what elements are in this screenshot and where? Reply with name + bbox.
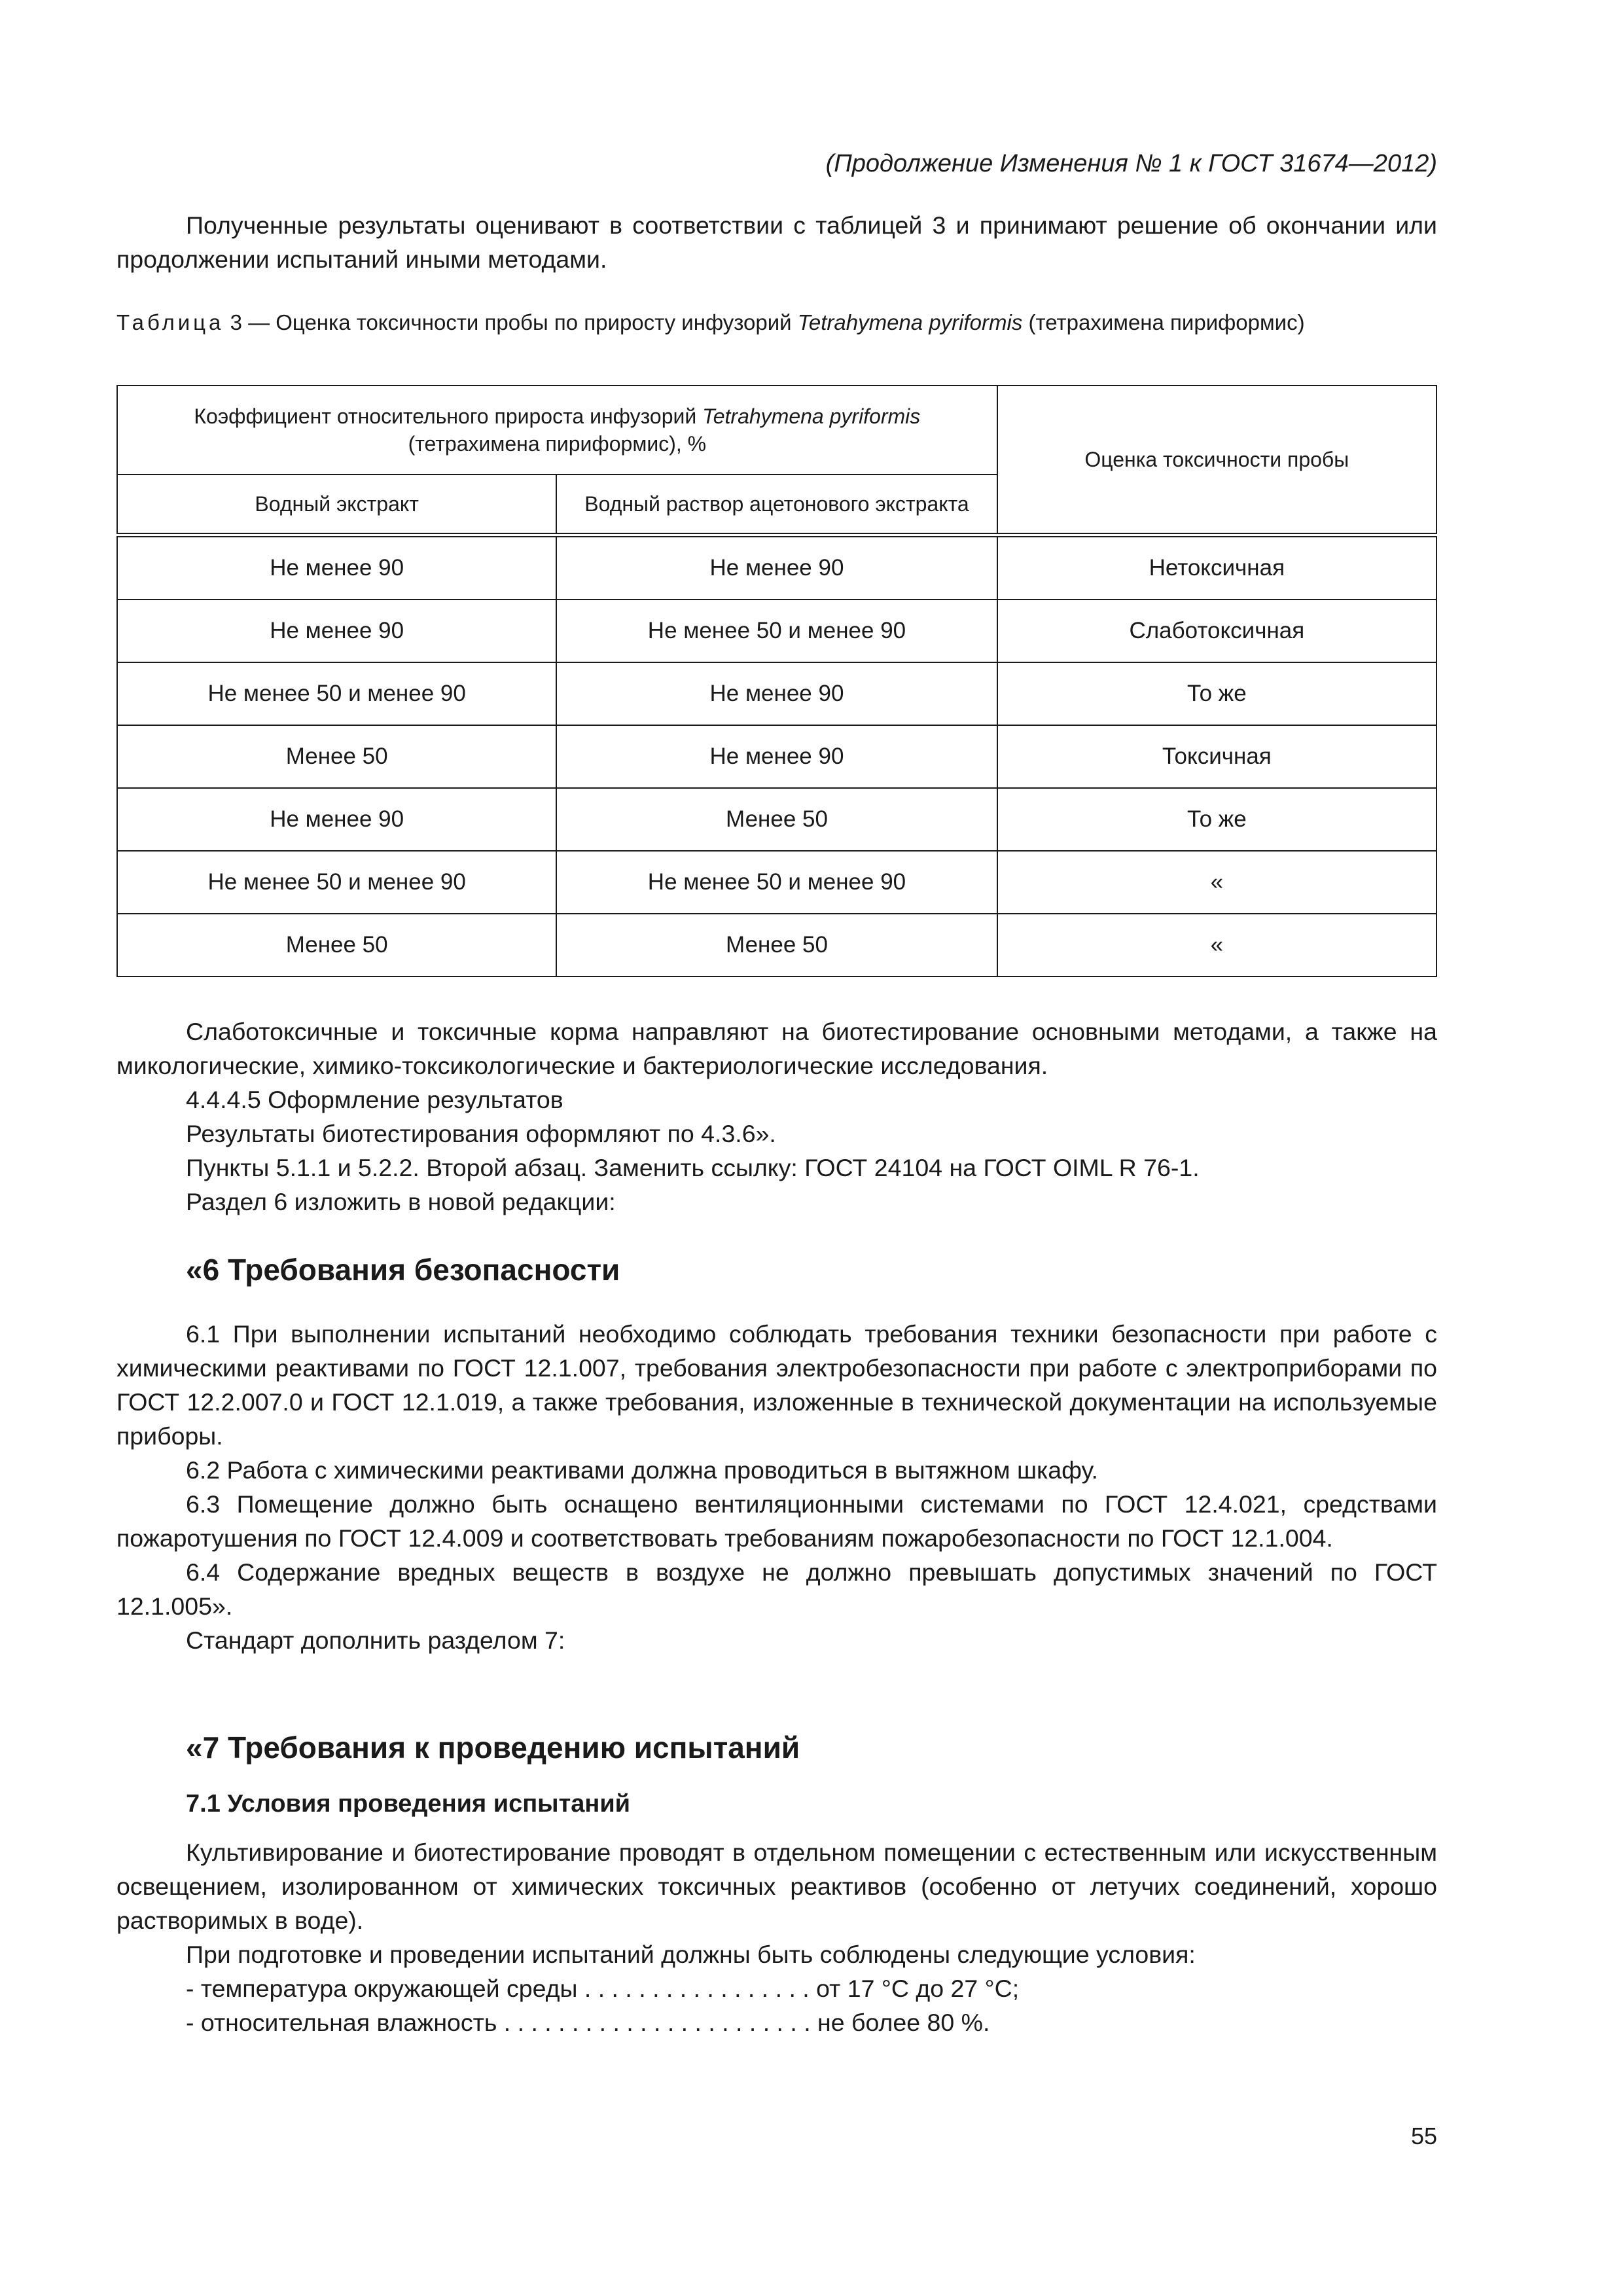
table-cell: Не менее 90 xyxy=(556,662,997,725)
table-row xyxy=(117,914,1436,977)
table-cell: Токсичная xyxy=(997,725,1436,788)
table-cell: Слаботоксичная xyxy=(997,600,1436,662)
clause-6-3: 6.3 Помещение должно быть оснащено вентиляционными системами по ГОСТ 12.4.021, средствами пожаротушения по ГОСТ 12.4.009 и соответствовать требованиям пожаробезопасности по ГОСТ 12.1.004. xyxy=(116,1490,1437,1552)
table-cell: Не менее 90 xyxy=(117,600,556,662)
table-row xyxy=(117,788,1436,851)
table-cell: Менее 50 xyxy=(556,914,997,977)
subsection-7-1-heading: 7.1 Условия проведения испытаний xyxy=(186,1790,631,1818)
table-cell: « xyxy=(997,851,1436,914)
running-header: (Продолжение Изменения № 1 к ГОСТ 31674—2012) xyxy=(825,150,1437,177)
table-cell: Не менее 50 и менее 90 xyxy=(556,851,997,914)
amendment-line: Пункты 5.1.1 и 5.2.2. Второй абзац. Заменить ссылку: ГОСТ 24104 на ГОСТ OIML R 76-1. xyxy=(186,1154,1200,1181)
clause-6-1: 6.1 При выполнении испытаний необходимо соблюдать требования техники безопасности при работе с химическими реактивами по ГОСТ 12.1.007, требования электробезопасности при работе с электроприборами по ГОСТ 12.2.007.0 и ГОСТ 12.1.019, а также требования, изложенные в технической документации на используемые приборы. xyxy=(116,1320,1437,1450)
results-line: Результаты биотестирования оформляют по 4.3.6». xyxy=(186,1120,776,1147)
table-cell: Не менее 90 xyxy=(556,535,997,600)
condition-temperature: - температура окружающей среды . . . . . . . . . . . . . . . . . от 17 °С до 27 °С; xyxy=(186,1975,1020,2002)
table-cell: Не менее 50 и менее 90 xyxy=(117,851,556,914)
page-number: 55 xyxy=(1410,2123,1437,2149)
clause-6-4: 6.4 Содержание вредных веществ в воздухе не должно превышать допустимых значений по ГОСТ 12.1.005». xyxy=(116,1558,1437,1620)
header-species: Tetrahymena pyriformis xyxy=(702,404,921,428)
table-caption-species: Tetrahymena pyriformis xyxy=(797,310,1023,334)
condition-humidity: - относительная влажность . . . . . . . . . . . . . . . . . . . . . . . не более 80 %. xyxy=(186,2009,990,2036)
table-cell: То же xyxy=(997,662,1436,725)
table-cell: То же xyxy=(997,788,1436,851)
header-water-extract: Водный экстракт xyxy=(117,475,556,535)
table-caption-text: 3 — Оценка токсичности пробы по приросту инфузорий xyxy=(230,310,792,334)
section-7-body xyxy=(116,1835,1437,2039)
post-table-paragraph: Слаботоксичные и токсичные корма направляют на биотестирование основными методами, а также на микологические, химико-токсикологические и бактериологические исследования. xyxy=(116,1018,1437,1079)
table-row xyxy=(117,851,1436,914)
section-7-intro: Стандарт дополнить разделом 7: xyxy=(186,1626,565,1654)
header-growth-coefficient: Коэффициент относительного прироста инфузорий Tetrahymena pyriformis (тетрахимена пириформис), % xyxy=(117,386,997,475)
table-row xyxy=(117,662,1436,725)
table-cell: Не менее 90 xyxy=(117,788,556,851)
table-row xyxy=(117,725,1436,788)
header-assessment: Оценка токсичности пробы xyxy=(997,386,1436,535)
table-cell: Не менее 90 xyxy=(556,725,997,788)
conditions-intro: При подготовке и проведении испытаний должны быть соблюдены следующие условия: xyxy=(186,1941,1196,1968)
post-table-block xyxy=(116,1014,1437,1219)
table-cell: Менее 50 xyxy=(117,914,556,977)
table-caption-text-after: (тетрахимена пириформис) xyxy=(1028,310,1305,334)
table-cell: Нетоксичная xyxy=(997,535,1436,600)
clause-4-4-4-5: 4.4.4.5 Оформление результатов xyxy=(186,1086,563,1113)
clause-6-2: 6.2 Работа с химическими реактивами должна проводиться в вытяжном шкафу. xyxy=(186,1456,1098,1484)
table-cell: Не менее 50 и менее 90 xyxy=(556,600,997,662)
header-acetone-extract: Водный раствор ацетонового экстракта xyxy=(556,475,997,535)
section-6-intro: Раздел 6 изложить в новой редакции: xyxy=(186,1188,616,1215)
table-cell: « xyxy=(997,914,1436,977)
table-cell: Менее 50 xyxy=(117,725,556,788)
table-cell: Не менее 50 и менее 90 xyxy=(117,662,556,725)
intro-paragraph: Полученные результаты оценивают в соответствии с таблицей 3 и принимают решение об окончании или продолжении испытаний иными методами. xyxy=(116,211,1437,273)
table-row xyxy=(117,535,1436,600)
toxicity-table xyxy=(116,385,1437,977)
section-6-heading: «6 Требования безопасности xyxy=(186,1253,620,1287)
conditions-paragraph: Культивирование и биотестирование проводят в отдельном помещении с естественным или искусственным освещением, изолированном от химических токсичных реактивов (особенно от летучих соединений, хорошо растворимых в воде). xyxy=(116,1839,1437,1934)
table-cell: Не менее 90 xyxy=(117,535,556,600)
table-row xyxy=(117,600,1436,662)
table-caption-label: Таблица xyxy=(116,310,224,334)
table-cell: Менее 50 xyxy=(556,788,997,851)
table-caption xyxy=(116,308,1437,337)
section-6-body xyxy=(116,1317,1437,1657)
table-wrapper xyxy=(116,385,1437,977)
section-7-heading: «7 Требования к проведению испытаний xyxy=(186,1731,800,1765)
